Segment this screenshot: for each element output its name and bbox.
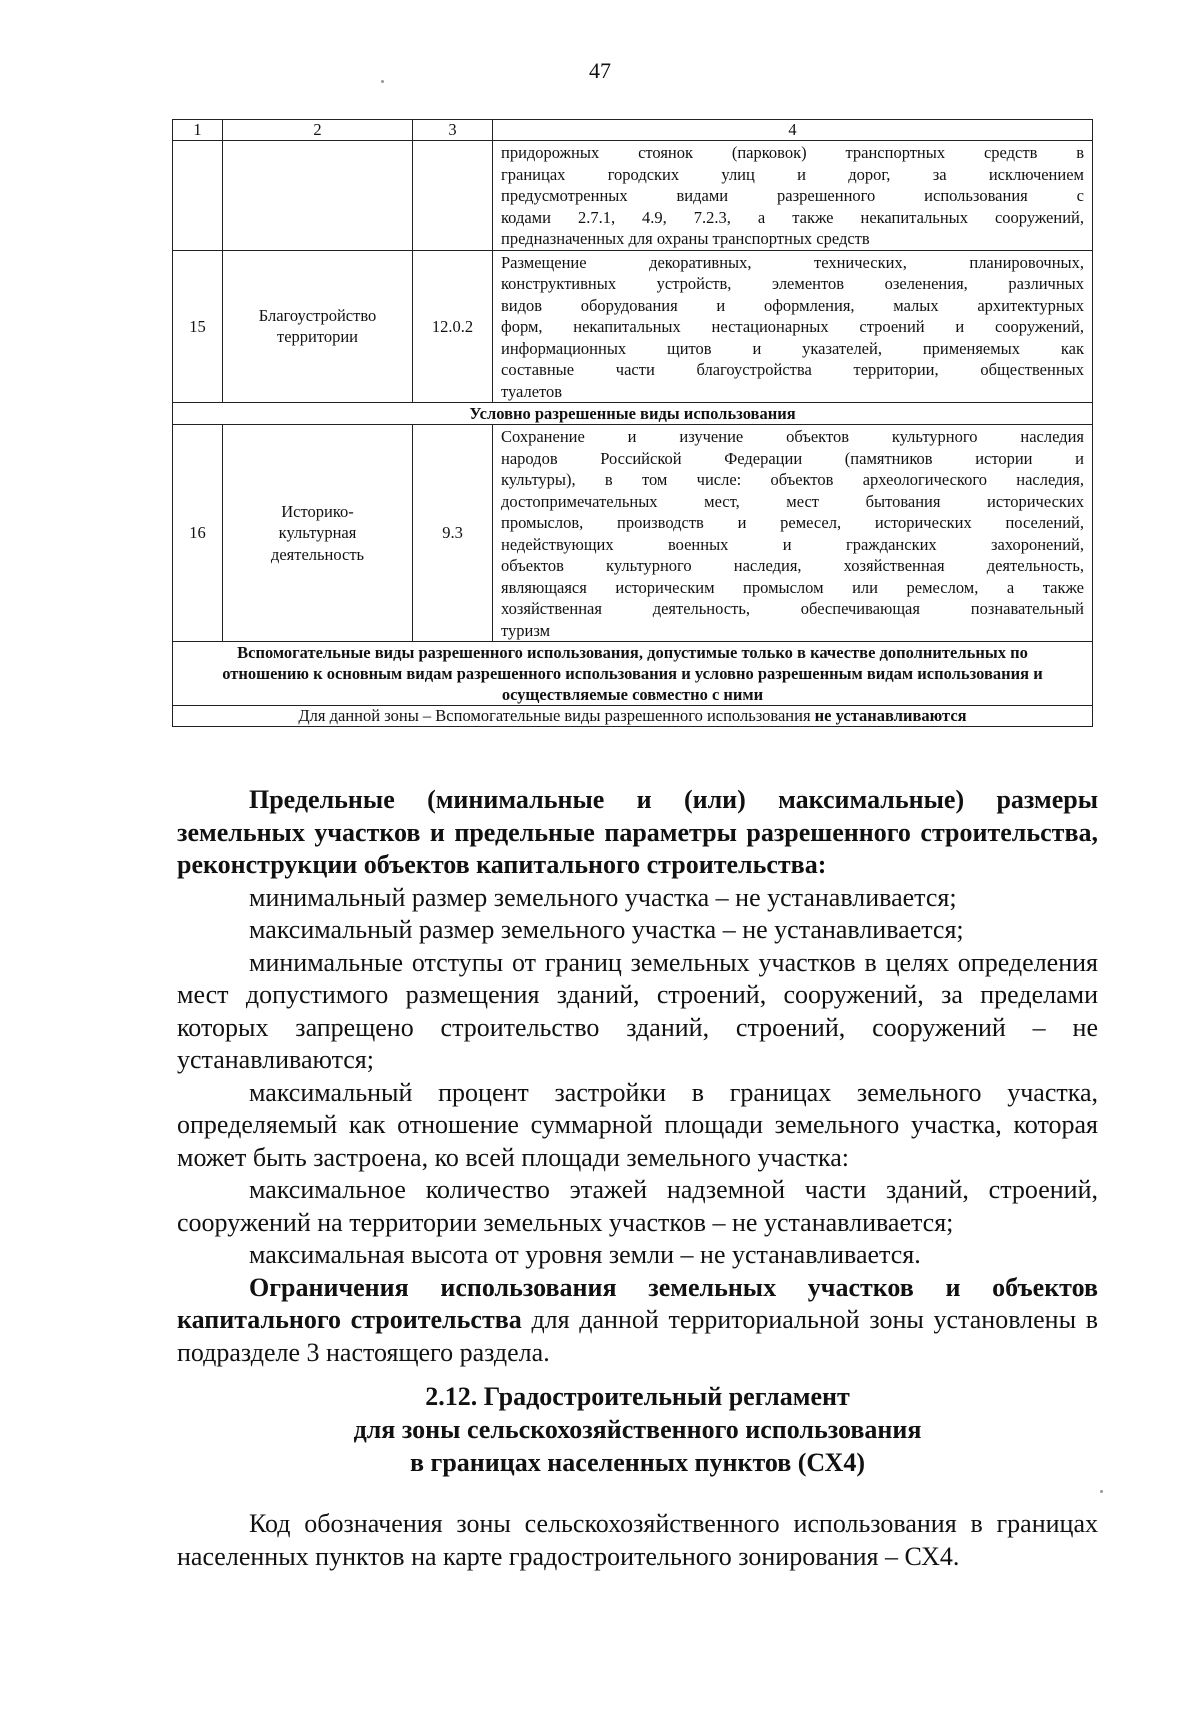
parameters-heading: Предельные (минимальные и (или) максимальные) размеры земельных участков и предельные параметры разрешенного строительства, реконструкции объектов капитального строительства: <box>177 785 1098 879</box>
desc-line: туалетов <box>501 381 563 401</box>
desc-line: промыслов, производств и ремесел, исторических поселений, <box>501 513 1084 532</box>
section-title-line: 2.12. Градостроительный регламент <box>425 1382 850 1411</box>
header-col-1: 1 <box>173 120 223 141</box>
desc-line: туризм <box>501 620 551 640</box>
desc-line: достопримечательных мест, мест бытования исторических <box>501 491 1084 511</box>
desc-line: культуры), в том числе: объектов археологического наследия, <box>501 470 1084 489</box>
conditional-uses-header: Условно разрешенные виды использования <box>173 403 1093 425</box>
desc-line: недействующих военных и гражданских захоронений, <box>501 534 1084 554</box>
auxiliary-uses-header-row <box>173 642 1093 706</box>
cell-use-name: Историко-культурная деятельность <box>223 425 413 642</box>
cell-use-name: Благоустройство территории <box>223 250 413 403</box>
auxiliary-note <box>173 706 1093 727</box>
scan-speck <box>1100 1490 1103 1493</box>
restrictions-paragraph <box>177 1272 1098 1370</box>
desc-line: придорожных стоянок (парковок) транспортных средств в <box>501 143 1084 162</box>
desc-line: предусмотренных видами разрешенного использования с <box>501 186 1084 205</box>
desc-line: народов Российской Федерации (памятников истории и <box>501 448 1084 468</box>
desc-line: объектов культурного наследия, хозяйственная деятельность, <box>501 556 1084 575</box>
desc-line: информационных щитов и указателей, применяемых как <box>501 338 1084 358</box>
desc-line: границах городских улиц и дорог, за исключением <box>501 164 1084 184</box>
desc-line: являющаяся историческим промыслом или ремеслом, а также <box>501 577 1084 597</box>
permitted-use-table <box>172 119 1093 727</box>
page-number: 47 <box>589 58 611 83</box>
parameter-item: максимальный процент застройки в границах земельного участка, определяемый как отношение суммарной площади земельного участка, которая может быть застроена, ко всей площади земельного участка: <box>177 1077 1098 1172</box>
parameter-item: максимальное количество этажей надземной части зданий, строений, сооружений на территории земельных участков – не устанавливается; <box>177 1175 1098 1237</box>
desc-line: конструктивных устройств, элементов озеленения, различных <box>501 274 1084 293</box>
parameter-item: минимальный размер земельного участка – не устанавливается; <box>249 882 957 912</box>
desc-line: кодами 2.7.1, 4.9, 7.2.3, а также некапитальных сооружений, <box>501 207 1084 227</box>
parameters-section <box>177 784 1098 1369</box>
table-header-row <box>173 120 1093 141</box>
restrictions-rest: для данной территориальной зоны установлены в подразделе 3 настоящего раздела. <box>177 1305 1098 1367</box>
section-title <box>177 1380 1098 1479</box>
cell-description <box>493 425 1093 642</box>
parameter-item: максимальная высота от уровня земли – не устанавливается. <box>249 1240 921 1269</box>
table-row-16 <box>173 425 1093 642</box>
cell-use-code: 9.3 <box>413 425 493 642</box>
cell-number: 16 <box>173 425 223 642</box>
table-row-15 <box>173 250 1093 403</box>
desc-line: составные части благоустройства территории, общественных <box>501 360 1084 379</box>
auxiliary-note-row <box>173 706 1093 727</box>
scan-speck <box>381 80 384 83</box>
restrictions-bold: Ограничения использования земельных участков и объектов капитального строительства <box>177 1272 1098 1334</box>
parameter-item: максимальный размер земельного участка – не устанавливается; <box>249 915 964 944</box>
desc-line: предназначенных для охраны транспортных средств <box>501 229 870 248</box>
desc-line: Размещение декоративных, технических, планировочных, <box>501 252 1084 272</box>
desc-line: Сохранение и изучение объектов культурного наследия <box>501 427 1084 446</box>
cell-description <box>493 141 1093 251</box>
parameter-item: минимальные отступы от границ земельных участков в целях определения мест допустимого размещения зданий, строений, сооружений, за пределами которых запрещено строительство зданий, строений, сооружений – не устанавливаются; <box>177 947 1098 1074</box>
note-bold: не устанавливаются <box>814 706 967 725</box>
cell-empty <box>223 141 413 251</box>
cell-empty <box>413 141 493 251</box>
section-title-line: для зоны сельскохозяйственного использования <box>353 1415 922 1444</box>
section-title-line: в границах населенных пунктов (СХ4) <box>410 1448 865 1477</box>
note-prefix: Для данной зоны – Вспомогательные виды разрешенного использования <box>298 706 815 725</box>
desc-line: форм, некапитальных нестационарных строений и сооружений, <box>501 317 1084 336</box>
desc-line: видов оборудования и оформления, малых архитектурных <box>501 295 1084 315</box>
zone-code-text: Код обозначения зоны сельскохозяйственного использования в границах населенных пунктов на карте градостроительного зонирования – СХ4. <box>177 1509 1098 1571</box>
cell-empty <box>173 141 223 251</box>
header-col-2: 2 <box>223 120 413 141</box>
cell-number: 15 <box>173 250 223 403</box>
auxiliary-uses-header: Вспомогательные виды разрешенного использования, допустимые только в качестве дополнительных по отношению к основным видам разрешенного использования и условно разрешенным видам использования и осуществляемые совместно с ними <box>173 642 1093 706</box>
header-col-4: 4 <box>493 120 1093 141</box>
header-col-3: 3 <box>413 120 493 141</box>
table-row-continued <box>173 141 1093 251</box>
zone-code-paragraph <box>177 1508 1098 1573</box>
conditional-uses-header-row <box>173 403 1093 425</box>
cell-description <box>493 250 1093 403</box>
desc-line: хозяйственная деятельность, обеспечивающая познавательный <box>501 599 1084 618</box>
cell-use-code: 12.0.2 <box>413 250 493 403</box>
